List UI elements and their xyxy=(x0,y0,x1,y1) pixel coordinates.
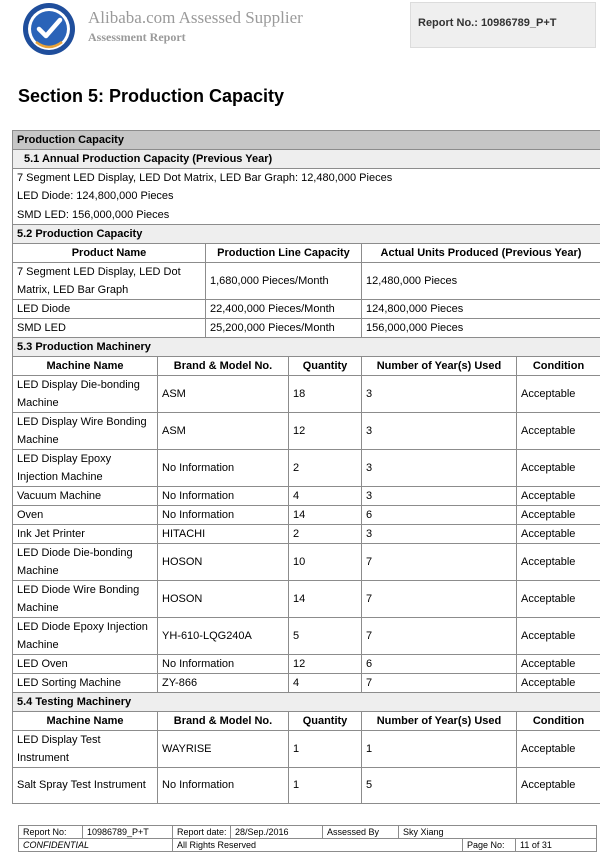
table-row xyxy=(13,505,600,524)
quantity-cell: 2 xyxy=(289,449,362,486)
quantity-cell: 12 xyxy=(289,412,362,449)
years-used-cell: 1 xyxy=(362,730,517,767)
line-capacity-cell: 25,200,000 Pieces/Month xyxy=(206,318,362,337)
machine-name-cell: LED Display Test Instrument xyxy=(13,730,158,767)
footer-page-label: Page No: xyxy=(463,839,516,852)
footer-assessed-by-label: Assessed By xyxy=(323,826,399,839)
brand-model-cell: YH-610-LQG240A xyxy=(158,617,289,654)
product-name-cell: LED Diode xyxy=(13,299,206,318)
years-used-cell: 3 xyxy=(362,524,517,543)
brand-model-cell: No Information xyxy=(158,767,289,804)
production-capacity-table xyxy=(12,130,600,804)
brand-model-cell: HITACHI xyxy=(158,524,289,543)
production-machinery-rows xyxy=(13,375,600,692)
quantity-cell: 1 xyxy=(289,767,362,804)
condition-cell: Acceptable xyxy=(517,449,600,486)
machine-name-cell: LED Diode Die-bonding Machine xyxy=(13,543,158,580)
table-row xyxy=(13,730,600,767)
report-header xyxy=(0,0,600,60)
machine-name-cell: Oven xyxy=(13,505,158,524)
machinery-header-row xyxy=(13,356,600,375)
table-row xyxy=(13,449,600,486)
column-header: Condition xyxy=(517,356,600,375)
years-used-cell: 6 xyxy=(362,654,517,673)
table-row xyxy=(13,486,600,505)
brand-model-cell: WAYRISE xyxy=(158,730,289,767)
column-header: Machine Name xyxy=(13,711,158,730)
table-row xyxy=(13,299,600,318)
years-used-cell: 3 xyxy=(362,412,517,449)
units-produced-cell: 124,800,000 Pieces xyxy=(362,299,600,318)
annual-capacity-line: SMD LED: 156,000,000 Pieces xyxy=(13,206,600,225)
condition-cell: Acceptable xyxy=(517,580,600,617)
column-header: Product Name xyxy=(13,243,206,262)
footer-report-date: 28/Sep./2016 xyxy=(231,826,323,839)
table-row xyxy=(13,617,600,654)
condition-cell: Acceptable xyxy=(517,524,600,543)
condition-cell: Acceptable xyxy=(517,505,600,524)
machine-name-cell: LED Display Wire Bonding Machine xyxy=(13,412,158,449)
quantity-cell: 4 xyxy=(289,486,362,505)
brand-block xyxy=(88,8,303,45)
footer-report-date-label: Report date: xyxy=(173,826,231,839)
units-produced-cell: 12,480,000 Pieces xyxy=(362,262,600,299)
machine-name-cell: LED Oven xyxy=(13,654,158,673)
annual-capacity-line: 7 Segment LED Display, LED Dot Matrix, LED Bar Graph: 12,480,000 Pieces xyxy=(13,169,600,188)
years-used-cell: 7 xyxy=(362,673,517,692)
years-used-cell: 3 xyxy=(362,375,517,412)
years-used-cell: 3 xyxy=(362,486,517,505)
brand-name: Alibaba.com Assessed Supplier xyxy=(88,8,303,27)
production-capacity-heading: Production Capacity xyxy=(13,131,600,150)
condition-cell: Acceptable xyxy=(517,543,600,580)
brand-model-cell: No Information xyxy=(158,449,289,486)
years-used-cell: 7 xyxy=(362,580,517,617)
report-footer xyxy=(18,825,597,852)
footer-page-number: 11 of 31 xyxy=(516,839,597,852)
page-title: Section 5: Production Capacity xyxy=(18,86,285,106)
table-row xyxy=(13,654,600,673)
years-used-cell: 7 xyxy=(362,543,517,580)
testing-header-row xyxy=(13,711,600,730)
product-name-cell: 7 Segment LED Display, LED Dot Matrix, LED Bar Graph xyxy=(13,262,206,299)
assessed-supplier-seal-icon xyxy=(22,2,76,56)
product-name-cell: SMD LED xyxy=(13,318,206,337)
brand-model-cell: No Information xyxy=(158,505,289,524)
column-header: Brand & Model No. xyxy=(158,711,289,730)
quantity-cell: 10 xyxy=(289,543,362,580)
line-capacity-cell: 1,680,000 Pieces/Month xyxy=(206,262,362,299)
testing-machinery-rows xyxy=(13,730,600,804)
years-used-cell: 6 xyxy=(362,505,517,524)
table-row xyxy=(13,767,600,804)
column-header: Condition xyxy=(517,711,600,730)
brand-model-cell: HOSON xyxy=(158,580,289,617)
table-row xyxy=(13,375,600,412)
table-row xyxy=(13,543,600,580)
column-header: Number of Year(s) Used xyxy=(362,356,517,375)
footer-report-no: 10986789_P+T xyxy=(83,826,173,839)
production-machinery-heading: 5.3 Production Machinery xyxy=(13,337,600,356)
table-row xyxy=(13,524,600,543)
table-row xyxy=(13,412,600,449)
condition-cell: Acceptable xyxy=(517,412,600,449)
brand-model-cell: ASM xyxy=(158,412,289,449)
condition-cell: Acceptable xyxy=(517,617,600,654)
column-header: Brand & Model No. xyxy=(158,356,289,375)
machine-name-cell: LED Diode Epoxy Injection Machine xyxy=(13,617,158,654)
machine-name-cell: Ink Jet Printer xyxy=(13,524,158,543)
quantity-cell: 14 xyxy=(289,505,362,524)
line-capacity-cell: 22,400,000 Pieces/Month xyxy=(206,299,362,318)
condition-cell: Acceptable xyxy=(517,486,600,505)
footer-rights: All Rights Reserved xyxy=(173,839,463,852)
column-header: Machine Name xyxy=(13,356,158,375)
condition-cell: Acceptable xyxy=(517,654,600,673)
table-row xyxy=(13,262,600,299)
brand-subtitle: Assessment Report xyxy=(88,30,186,44)
footer-assessed-by: Sky Xiang xyxy=(399,826,597,839)
condition-cell: Acceptable xyxy=(517,730,600,767)
column-header: Quantity xyxy=(289,711,362,730)
machine-name-cell: LED Display Epoxy Injection Machine xyxy=(13,449,158,486)
quantity-cell: 14 xyxy=(289,580,362,617)
quantity-cell: 1 xyxy=(289,730,362,767)
years-used-cell: 3 xyxy=(362,449,517,486)
brand-model-cell: No Information xyxy=(158,654,289,673)
quantity-cell: 2 xyxy=(289,524,362,543)
column-header: Actual Units Produced (Previous Year) xyxy=(362,243,600,262)
machine-name-cell: LED Diode Wire Bonding Machine xyxy=(13,580,158,617)
years-used-cell: 5 xyxy=(362,767,517,804)
production-capacity-subheading: 5.2 Production Capacity xyxy=(13,224,600,243)
column-header: Number of Year(s) Used xyxy=(362,711,517,730)
brand-model-cell: ZY-866 xyxy=(158,673,289,692)
capacity-header-row xyxy=(13,243,600,262)
table-row xyxy=(13,580,600,617)
report-number-box xyxy=(410,2,596,48)
years-used-cell: 7 xyxy=(362,617,517,654)
quantity-cell: 18 xyxy=(289,375,362,412)
quantity-cell: 12 xyxy=(289,654,362,673)
brand-model-cell: HOSON xyxy=(158,543,289,580)
machine-name-cell: LED Display Die-bonding Machine xyxy=(13,375,158,412)
table-row xyxy=(13,673,600,692)
annual-capacity-line: LED Diode: 124,800,000 Pieces xyxy=(13,187,600,206)
condition-cell: Acceptable xyxy=(517,767,600,804)
units-produced-cell: 156,000,000 Pieces xyxy=(362,318,600,337)
condition-cell: Acceptable xyxy=(517,375,600,412)
machine-name-cell: LED Sorting Machine xyxy=(13,673,158,692)
quantity-cell: 4 xyxy=(289,673,362,692)
brand-model-cell: ASM xyxy=(158,375,289,412)
column-header: Production Line Capacity xyxy=(206,243,362,262)
column-header: Quantity xyxy=(289,356,362,375)
footer-report-no-label: Report No: xyxy=(19,826,83,839)
machine-name-cell: Vacuum Machine xyxy=(13,486,158,505)
report-number: Report No.: 10986789_P+T xyxy=(418,17,557,29)
testing-machinery-heading: 5.4 Testing Machinery xyxy=(13,692,600,711)
condition-cell: Acceptable xyxy=(517,673,600,692)
annual-capacity-heading: 5.1 Annual Production Capacity (Previous Year) xyxy=(13,150,600,169)
quantity-cell: 5 xyxy=(289,617,362,654)
machine-name-cell: Salt Spray Test Instrument xyxy=(13,767,158,804)
table-row xyxy=(13,318,600,337)
footer-confidential: CONFIDENTIAL xyxy=(19,839,173,852)
brand-model-cell: No Information xyxy=(158,486,289,505)
